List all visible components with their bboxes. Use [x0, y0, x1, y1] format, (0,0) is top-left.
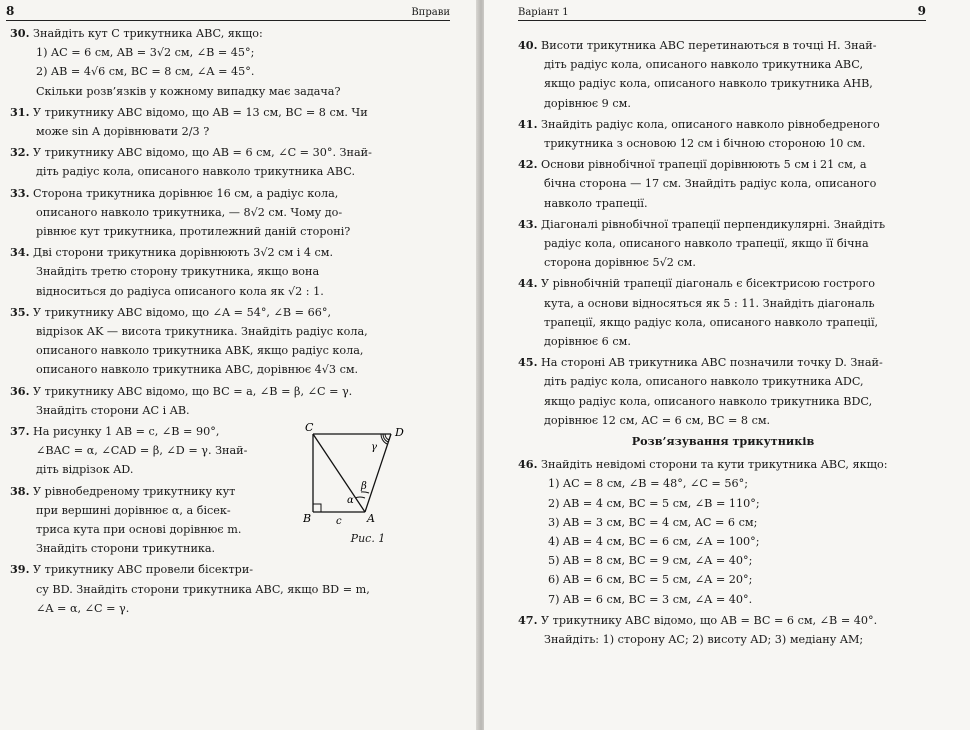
- problem-text-line: при вершині дорівнює α, а бісек-: [36, 503, 231, 517]
- problem-number: 31.: [10, 104, 30, 119]
- problem-text-line: У трикутнику ABC провели бісектри-: [33, 563, 254, 577]
- problem-39: [10, 560, 448, 618]
- problem-46-case: 2) AB = 4 см, BC = 5 см, ∠B = 110°;: [548, 496, 760, 510]
- label-beta: β: [361, 481, 367, 493]
- problem-text-line: На рисунку 1 AB = c, ∠B = 90°,: [33, 425, 220, 439]
- problem-number: 33.: [10, 185, 30, 200]
- problem-text-line: У трикутнику ABC відомо, що BC = a, ∠B = β, ∠C = γ.: [33, 384, 353, 398]
- problem-42: [518, 155, 928, 213]
- problem-text-line: Діагоналі рівнобічної трапеції перпендикулярні. Знайдіть: [541, 217, 886, 231]
- label-c-side: c: [336, 516, 342, 528]
- left-running-head: [6, 4, 450, 21]
- problem-number: 45.: [518, 355, 538, 370]
- left-page: [0, 0, 478, 730]
- figure-1-drawing: [303, 422, 423, 527]
- problem-text-line: дорівнює 12 см, AC = 6 см, BC = 8 см.: [544, 413, 771, 427]
- problem-text-line: дорівнює 6 см.: [544, 335, 631, 349]
- label-b: B: [303, 512, 312, 526]
- problem-46-case: 3) AB = 3 см, BC = 4 см, AC = 6 см;: [548, 515, 758, 529]
- problem-47: [518, 611, 928, 649]
- problem-text-line: може sin A дорівнювати 2/3 ?: [36, 125, 210, 139]
- problem-text-line: описаного навколо трикутника, — 8√2 см. Чому до-: [36, 205, 343, 219]
- problem-text-line: У трикутнику ABC відомо, що AB = 6 см, ∠C = 30°. Знай-: [33, 146, 372, 160]
- problem-text-line: Основи рівнобічної трапеції дорівнюють 5 см і 21 см, а: [541, 158, 867, 172]
- problem-text-line: ∠BAC = α, ∠CAD = β, ∠D = γ. Знай-: [36, 444, 248, 458]
- problem-33: [10, 184, 448, 242]
- problem-text-line: Скільки розв’язків у кожному випадку має задача?: [36, 84, 341, 98]
- problem-number: 30.: [10, 26, 30, 40]
- page-number-left: 8: [6, 4, 15, 18]
- problem-text-line: Знайдіть: 1) сторону AC; 2) висоту AD; 3) медіану AM;: [544, 633, 864, 647]
- section-title-right: Варіант 1: [518, 7, 569, 18]
- problem-text-line: відноситься до радіуса описаного кола як √2 : 1.: [36, 284, 324, 298]
- problem-36: [10, 382, 448, 420]
- problem-text-line: діть радіус кола, описаного навколо трикутника ADC,: [544, 375, 864, 389]
- problem-text-line: У рівнобедреному трикутнику кут: [33, 484, 236, 498]
- label-alpha: α: [347, 495, 354, 507]
- gamma-arc-3: [385, 434, 389, 440]
- problem-31: [10, 103, 448, 141]
- problem-text-line: Знайдіть кут C трикутника ABC, якщо:: [33, 27, 263, 40]
- problem-46-case: 6) AB = 6 см, BC = 5 см, ∠A = 20°;: [548, 573, 753, 587]
- problem-text-line: У трикутнику ABC відомо, що AB = 13 см, BC = 8 см. Чи: [33, 105, 368, 119]
- problem-text-line: На стороні AB трикутника ABC позначили точку D. Знай-: [541, 356, 883, 370]
- problem-46-case: 5) AB = 8 см, BC = 9 см, ∠A = 40°;: [548, 554, 753, 568]
- problem-text-line: сторона дорівнює 5√2 см.: [544, 256, 696, 270]
- problem-text-line: Знайдіть радіус кола, описаного навколо рівнобедреного: [541, 117, 880, 131]
- problem-text-line: якщо радіус кола, описаного навколо трикутника BDC,: [544, 394, 873, 408]
- problem-text-line: навколо трапеції.: [544, 196, 648, 210]
- alpha-arc: [355, 497, 365, 498]
- problem-number: 43.: [518, 216, 538, 231]
- problem-number: 36.: [10, 383, 30, 398]
- problem-46-intro: Знайдіть невідомі сторони та кути трикутника ABC, якщо:: [541, 458, 888, 472]
- right-problems: [518, 36, 928, 651]
- problem-text-line: відрізок AK — висота трикутника. Знайдіть радіус кола,: [36, 325, 368, 339]
- problem-number: 39.: [10, 562, 30, 577]
- problem-number: 44.: [518, 276, 538, 291]
- problem-text-line: Знайдіть третю сторону трикутника, якщо вона: [36, 265, 320, 279]
- problem-46: [518, 455, 928, 609]
- segment-ca: [313, 434, 365, 512]
- beta-arc: [361, 492, 369, 493]
- problem-46-case: 1) AC = 8 см, ∠B = 48°, ∠C = 56°;: [548, 477, 748, 491]
- problem-44: [518, 274, 928, 351]
- problem-text-line: бічна сторона — 17 см. Знайдіть радіус кола, описаного: [544, 177, 877, 191]
- problem-text-line: Сторона трикутника дорівнює 16 см, а радіус кола,: [33, 186, 339, 200]
- problem-text-line: дорівнює 9 см.: [544, 96, 631, 110]
- problem-text-line: описаного навколо трикутника ABK, якщо радіус кола,: [36, 344, 364, 358]
- subsection-heading: Розв’язування трикутників: [631, 434, 815, 449]
- label-c-vertex: C: [305, 422, 314, 435]
- segment-ad: [365, 434, 391, 512]
- problem-text-line: У трикутнику ABC відомо, що ∠A = 54°, ∠B = 66°,: [33, 305, 332, 319]
- problem-text-line: радіус кола, описаного навколо трапеції, якщо її бічна: [544, 237, 869, 251]
- problem-number: 32.: [10, 145, 30, 160]
- problem-text-line: триса кута при основі дорівнює m.: [36, 523, 242, 537]
- problem-number: 47.: [518, 612, 538, 627]
- problem-46-case: 7) AB = 6 см, BC = 3 см, ∠A = 40°.: [548, 592, 753, 606]
- problem-40: [518, 36, 928, 113]
- problem-37: [10, 422, 295, 480]
- problem-text-line: Висоти трикутника ABC перетинаються в точці H. Знай-: [541, 39, 877, 52]
- problem-text-line: діть відрізок AD.: [36, 463, 134, 477]
- problem-text-line: кута, а основи відносяться як 5 : 11. Знайдіть діагональ: [544, 296, 875, 310]
- problem-text-line: 1) AC = 6 см, AB = 3√2 см, ∠B = 45°;: [36, 46, 255, 60]
- problem-text-line: трикутника з основою 12 см і бічною стороною 10 см.: [544, 137, 866, 151]
- problem-text-line: рівнює кут трикутника, протилежний даній стороні?: [36, 225, 351, 239]
- problem-46-case: 4) AB = 4 см, BC = 6 см, ∠A = 100°;: [548, 535, 760, 549]
- problem-text-line: Знайдіть сторони AC і AB.: [36, 403, 190, 417]
- right-angle-mark: [313, 504, 321, 512]
- problem-text-line: Дві сторони трикутника дорівнюють 3√2 см і 4 см.: [33, 246, 334, 260]
- label-d: D: [395, 426, 404, 440]
- problem-text-line: діть радіус кола, описаного навколо трикутника ABC,: [544, 58, 864, 72]
- problem-41: [518, 115, 928, 153]
- problem-number: 34.: [10, 245, 30, 260]
- problem-30: [10, 24, 448, 101]
- problem-43: [518, 215, 928, 273]
- problem-text-line: У трикутнику ABC відомо, що AB = BC = 6 см, ∠B = 40°.: [541, 613, 878, 627]
- figure-1: [303, 422, 433, 560]
- left-problems: [10, 24, 448, 620]
- problem-38: [10, 482, 295, 559]
- problem-text-line: якщо радіус кола, описаного навколо трикутника AHB,: [544, 77, 873, 91]
- section-title-left: Вправи: [411, 7, 450, 18]
- label-gamma: γ: [371, 442, 377, 454]
- problem-text-line: 2) AB = 4√6 см, BC = 8 см, ∠A = 45°.: [36, 65, 255, 79]
- problem-text-line: Знайдіть сторони трикутника.: [36, 542, 216, 556]
- problem-text-line: трапеції, якщо радіус кола, описаного навколо трапеції,: [544, 315, 879, 329]
- problem-text-line: су BD. Знайдіть сторони трикутника ABC, якщо BD = m,: [36, 582, 370, 596]
- problem-number: 42.: [518, 157, 538, 172]
- problem-text-line: У рівнобічній трапеції діагональ є бісектрисою гострого: [541, 277, 875, 291]
- problem-number: 37.: [10, 424, 30, 439]
- label-a: A: [367, 512, 375, 526]
- problem-34: [10, 243, 448, 301]
- problem-32: [10, 143, 448, 181]
- problem-text-line: діть радіус кола, описаного навколо трикутника ABC.: [36, 165, 356, 179]
- problem-number: 40.: [518, 38, 538, 52]
- problem-45: [518, 353, 928, 430]
- problem-text-line: описаного навколо трикутника ABC, дорівнює 4√3 см.: [36, 363, 359, 377]
- problem-35: [10, 303, 448, 380]
- right-running-head: [518, 4, 926, 21]
- figure-block: [10, 422, 448, 560]
- page-number-right: 9: [917, 4, 926, 18]
- problem-number: 38.: [10, 483, 30, 498]
- right-page: [484, 0, 970, 730]
- problem-number: 41.: [518, 116, 538, 131]
- figure-caption: Рис. 1: [350, 532, 386, 546]
- problem-number: 35.: [10, 304, 30, 319]
- problem-text-line: ∠A = α, ∠C = γ.: [36, 601, 130, 615]
- problem-number: 46.: [518, 457, 538, 472]
